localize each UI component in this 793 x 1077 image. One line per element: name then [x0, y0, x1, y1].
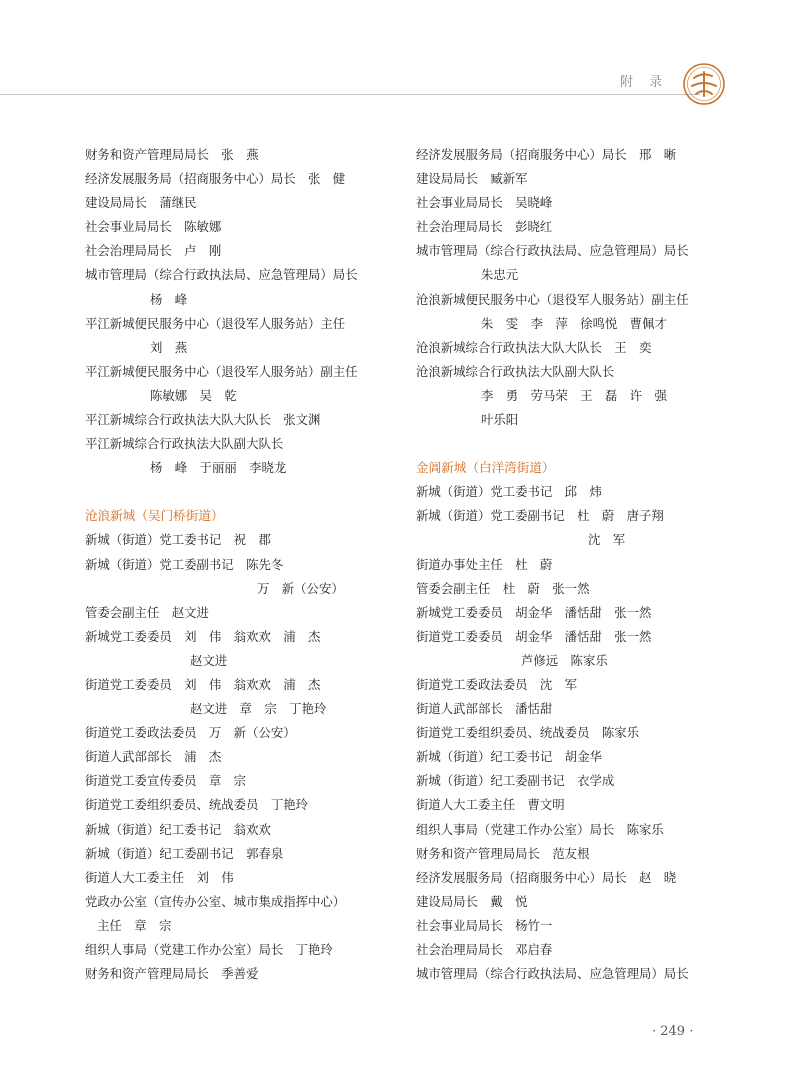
text-line: 党政办公室（宣传办公室、城市集成指挥中心） — [85, 893, 346, 909]
text-line: 刘 燕 — [150, 339, 188, 355]
text-line: 新城（街道）党工委书记 邱 炜 — [416, 484, 602, 500]
text-line: 朱 雯 李 萍 徐鸣悦 曹佩才 — [481, 315, 667, 331]
text-line: 财务和资产管理局局长 季善爱 — [85, 966, 259, 982]
page-number: · 249 · — [652, 1024, 694, 1039]
section-title: 金阊新城（白洋湾街道） — [416, 460, 555, 476]
text-line: 管委会副主任 杜 蔚 张一然 — [416, 580, 590, 596]
text-line: 街道党工委政法委员 沈 军 — [416, 676, 578, 692]
text-line: 街道人武部部长 浦 杰 — [85, 749, 222, 765]
text-line: 社会治理局局长 邓启春 — [416, 942, 553, 957]
text-line: 组织人事局（党建工作办公室）局长 陈家乐 — [416, 821, 664, 837]
text-line: 社会事业局局长 杨竹一 — [416, 917, 553, 933]
text-line: 街道党工委委员 刘 伟 翁欢欢 浦 杰 — [85, 676, 321, 692]
text-line: 杨 峰 于丽丽 李晓龙 — [150, 460, 287, 476]
text-line: 街道人武部部长 潘恬甜 — [416, 701, 553, 717]
text-line: 杨 峰 — [150, 291, 188, 307]
text-line: 芦修远 陈家乐 — [521, 652, 608, 668]
text-line: 社会事业局局长 陈敏娜 — [85, 219, 222, 235]
right-column — [416, 143, 716, 986]
text-line: 新城（街道）党工委副书记 杜 蔚 唐子翔 — [416, 508, 664, 524]
text-line: 新城（街道）党工委书记 祝 郡 — [85, 532, 271, 548]
text-line: 万 新（公安） — [257, 580, 344, 596]
text-line: 财务和资产管理局局长 范友根 — [416, 845, 590, 861]
text-line: 赵文进 章 宗 丁艳玲 — [190, 701, 327, 717]
text-line: 沧浪新城综合行政执法大队大队长 王 奕 — [416, 339, 652, 355]
text-line: 社会事业局局长 吴晓峰 — [416, 195, 553, 211]
text-line: 经济发展服务局（招商服务中心）局长 赵 晓 — [416, 869, 677, 885]
text-line: 街道党工委组织委员、统战委员 陈家乐 — [416, 725, 640, 741]
section-spacer — [85, 480, 385, 504]
text-line: 新城党工委委员 刘 伟 翁欢欢 浦 杰 — [85, 628, 321, 644]
text-line: 经济发展服务局（招商服务中心）局长 张 健 — [85, 171, 346, 187]
text-line: 经济发展服务局（招商服务中心）局长 邢 晰 — [416, 147, 677, 162]
text-line: 社会治理局局长 卢 刚 — [85, 243, 222, 259]
text-line: 建设局局长 臧新军 — [416, 171, 528, 187]
text-line: 管委会副主任 赵文进 — [85, 604, 209, 620]
text-line: 平江新城综合行政执法大队大队长 张文渊 — [85, 412, 321, 428]
text-line: 街道办事处主任 杜 蔚 — [416, 556, 553, 572]
text-line: 城市管理局（综合行政执法局、应急管理局）局长 — [416, 243, 689, 259]
text-line: 平江新城便民服务中心（退役军人服务站）副主任 — [85, 363, 358, 379]
text-line: 街道党工委委员 胡金华 潘恬甜 张一然 — [416, 628, 652, 644]
header-label: 附 录 — [620, 75, 669, 90]
section-title: 沧浪新城（吴门桥街道） — [85, 508, 224, 524]
text-line: 街道党工委政法委员 万 新（公安） — [85, 725, 296, 741]
text-line: 新城（街道）纪工委书记 胡金华 — [416, 749, 602, 765]
text-line: 建设局局长 戴 悦 — [416, 893, 528, 909]
text-line: 街道党工委组织委员、统战委员 丁艳玲 — [85, 797, 309, 813]
text-line: 新城（街道）纪工委副书记 郭春泉 — [85, 845, 284, 861]
text-line: 沧浪新城便民服务中心（退役军人服务站）副主任 — [416, 291, 689, 307]
text-line: 新城（街道）纪工委书记 翁欢欢 — [85, 821, 271, 837]
text-line: 城市管理局（综合行政执法局、应急管理局）局长 — [416, 966, 689, 982]
text-line: 街道人大工委主任 刘 伟 — [85, 869, 234, 885]
text-line: 建设局局长 蒲继民 — [85, 195, 197, 211]
text-line: 沧浪新城综合行政执法大队副大队长 — [416, 363, 615, 379]
text-line: 主任 章 宗 — [97, 917, 172, 933]
text-line: 新城（街道）纪工委副书记 衣学成 — [416, 773, 615, 789]
header-rule — [0, 94, 700, 95]
left-column — [85, 143, 385, 986]
text-line: 新城党工委委员 胡金华 潘恬甜 张一然 — [416, 604, 652, 620]
text-line: 赵文进 — [190, 652, 228, 668]
text-line: 李 勇 劳马荣 王 磊 许 强 — [481, 387, 667, 403]
text-line: 沈 军 — [588, 532, 626, 548]
text-line: 社会治理局局长 彭晓红 — [416, 219, 553, 235]
text-line: 朱忠元 — [481, 267, 519, 283]
text-line: 财务和资产管理局局长 张 燕 — [85, 147, 259, 162]
text-line: 街道人大工委主任 曹文明 — [416, 797, 565, 813]
text-line: 平江新城便民服务中心（退役军人服务站）主任 — [85, 315, 346, 331]
text-line: 城市管理局（综合行政执法局、应急管理局）局长 — [85, 267, 358, 283]
text-line: 街道党工委宣传委员 章 宗 — [85, 773, 247, 789]
text-line: 叶乐阳 — [481, 412, 519, 428]
text-line: 组织人事局（党建工作办公室）局长 丁艳玲 — [85, 942, 333, 957]
text-line: 平江新城综合行政执法大队副大队长 — [85, 436, 284, 452]
text-line: 新城（街道）党工委副书记 陈先冬 — [85, 556, 284, 572]
text-line: 陈敏娜 吴 乾 — [150, 387, 237, 403]
emblem-logo — [682, 62, 726, 106]
section-spacer — [416, 432, 716, 456]
